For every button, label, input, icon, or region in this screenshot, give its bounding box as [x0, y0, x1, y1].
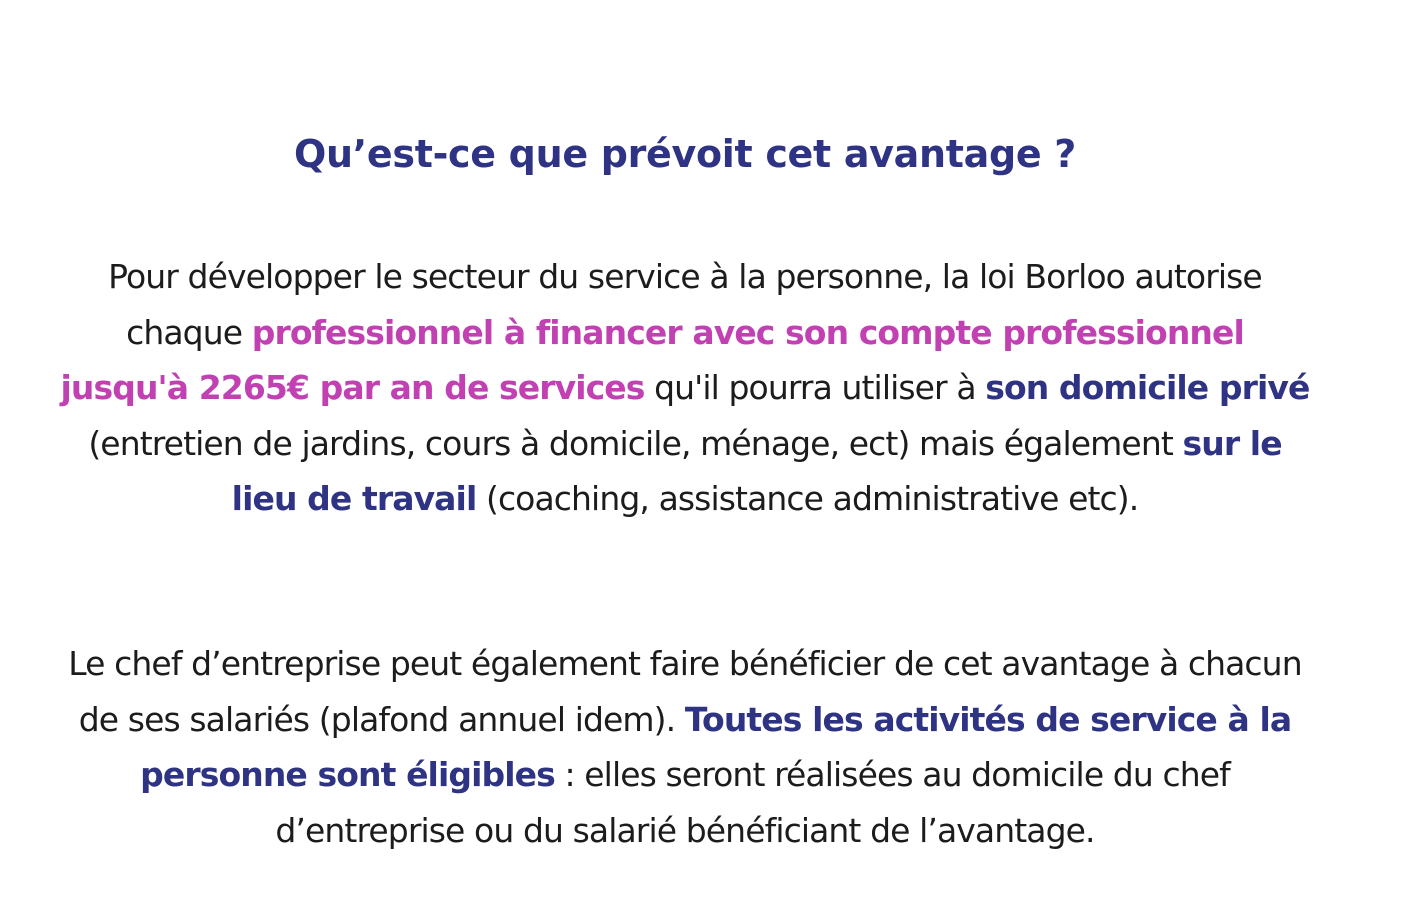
paragraph-employees — [60, 636, 1310, 858]
paragraph1-text-3: (entretien de jardins, cours à domicile, ménage, ect) mais également — [88, 423, 1183, 463]
paragraph-borloo-law — [60, 249, 1310, 527]
paragraph2-text-2: : elles seront réalisées au domicile du chef d’entreprise ou du salarié bénéficiant de l’avantage. — [275, 755, 1230, 850]
highlight-professional-funding: professionnel à financer avec son compte professionnel jusqu'à 2265€ par an de services — [60, 312, 1244, 407]
paragraph1-text-4: (coaching, assistance administrative etc). — [476, 479, 1139, 518]
paragraph2-text-1: Le chef d’entreprise peut également faire bénéficier de cet avantage à chacun de ses salariés (plafond annuel idem). — [68, 644, 1302, 739]
paragraph1-text-1: Pour développer le secteur du service à la personne, la loi Borloo autorise chaque — [108, 257, 1262, 352]
highlight-eligible-activities: Toutes les activités de service à la personne sont éligibles — [140, 699, 1292, 794]
highlight-private-home: son domicile privé — [985, 368, 1310, 407]
paragraph1-text-2: qu'il pourra utiliser à — [644, 368, 986, 407]
highlight-workplace: sur le lieu de travail — [231, 423, 1282, 518]
section-title: Qu’est-ce que prévoit cet avantage ? — [294, 132, 1076, 176]
